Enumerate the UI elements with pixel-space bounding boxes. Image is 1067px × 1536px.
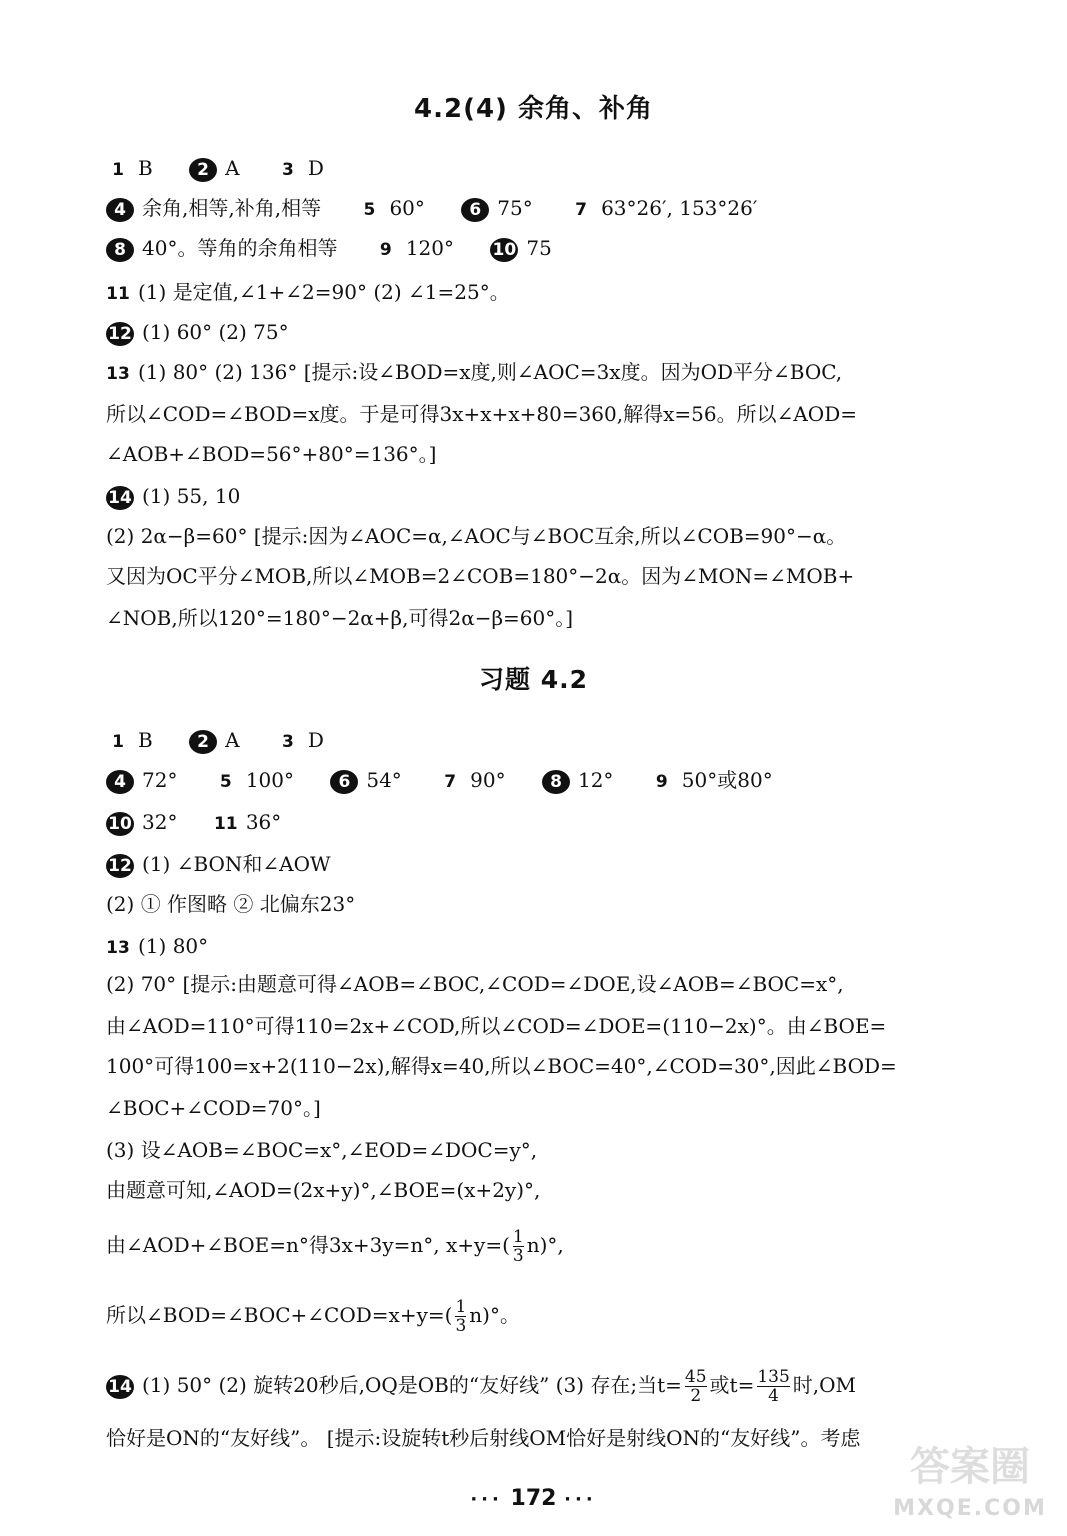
- section-title-exercise-4-2: 习题 4.2: [479, 665, 588, 694]
- frac-numerator: 1: [455, 1297, 467, 1317]
- decor-dots: ···: [564, 1489, 597, 1510]
- q-number: 13: [106, 937, 130, 958]
- ex-answers-row-10-11: [106, 808, 1027, 836]
- q-number: 8: [106, 238, 134, 262]
- answer: 54°: [366, 768, 402, 792]
- answer: 时,OM: [792, 1373, 857, 1397]
- q-number: 7: [575, 199, 587, 220]
- answer: (1) 60° (2) 75°: [142, 320, 289, 344]
- frac-numerator: 1: [512, 1227, 524, 1247]
- frac-variable: n: [469, 1303, 483, 1327]
- q-number: 2: [189, 730, 217, 754]
- answer-14-line2: (2) 2α−β=60° [提示:因为∠AOC=α,∠AOC与∠BOC互余,所以∠COB=90°−α。: [106, 524, 847, 548]
- ex-answer-13-line4: 100°可得100=x+2(110−2x),解得x=40,所以∠BOC=40°,∠COD=30°,因此∠BOD=: [106, 1054, 897, 1078]
- answers-row-1-3: [106, 154, 1027, 182]
- page-number: 172: [510, 1486, 557, 1511]
- q-number: 7: [444, 771, 457, 792]
- watermark-url: MXQE.COM: [893, 1496, 1047, 1521]
- ex-answer-13-line8: [106, 1228, 1027, 1265]
- answer-13: [106, 358, 1027, 386]
- q-number: 9: [655, 771, 668, 792]
- ex-answers-row-4-9: [106, 766, 1027, 794]
- text: 所以∠BOD=∠BOC+∠COD=x+y=(: [106, 1303, 453, 1327]
- q-number: 14: [106, 486, 134, 510]
- q-number: 10: [490, 238, 518, 262]
- ex-answer-13-line7: 由题意可知,∠AOD=(2x+y)°,∠BOE=(x+2y)°,: [106, 1178, 541, 1202]
- answer-11: [106, 278, 1027, 306]
- answer: (1) 80°: [138, 934, 209, 958]
- q-number: 14: [106, 1375, 134, 1399]
- answer: 63°26′, 153°26′: [601, 196, 758, 220]
- answer: 100°: [245, 768, 294, 792]
- answer: 120°: [405, 236, 454, 260]
- watermark-text: 答案圈: [910, 1444, 1030, 1490]
- answer-13-line2: 所以∠COD=∠BOD=x度。于是可得3x+x+x+80=360,解得x=56。所以∠AOD=: [106, 402, 857, 426]
- answer: A: [225, 728, 240, 752]
- answer-12: [106, 318, 1027, 346]
- answer: (1) 80° (2) 136° [提示:设∠BOD=x度,则∠AOC=3x度。因为OD平分∠BOC,: [138, 360, 843, 384]
- q-number: 13: [106, 363, 130, 384]
- answer: 36°: [245, 810, 282, 834]
- q-number: 6: [461, 198, 489, 222]
- answer: D: [307, 156, 324, 180]
- q-number: 12: [106, 322, 134, 346]
- answer: 40°。等角的余角相等: [142, 236, 338, 260]
- q-number: 3: [281, 159, 294, 180]
- answer: 72°: [142, 768, 178, 792]
- fraction-45-2: [685, 1368, 707, 1405]
- frac-denominator: 3: [512, 1246, 524, 1266]
- answer: 或t=: [709, 1373, 755, 1397]
- ex-answer-13-line9: [106, 1298, 1027, 1335]
- answer: (1) 55, 10: [142, 484, 241, 508]
- q-number: 8: [542, 770, 570, 794]
- q-number: 5: [363, 199, 376, 220]
- text: )°。: [482, 1303, 520, 1327]
- ex-answer-14-line2: 恰好是ON的“友好线”。 [提示:设旋转t秒后射线OM恰好是射线ON的“友好线”。考虑: [106, 1426, 861, 1450]
- ex-answer-13-line5: ∠BOC+∠COD=70°。]: [106, 1096, 321, 1120]
- answer: 12°: [577, 768, 614, 792]
- ex-answer-13-line3: 由∠AOD=110°可得110=2x+∠COD,所以∠COD=∠DOE=(110−2x)°。由∠BOE=: [106, 1014, 887, 1038]
- answer-14-line3: 又因为OC平分∠MOB,所以∠MOB=2∠COB=180°−2α。因为∠MON=∠MOB+: [106, 564, 855, 588]
- frac-numerator: 45: [684, 1367, 707, 1387]
- frac-numerator: 135: [757, 1367, 790, 1387]
- answer: (1) ∠BON和∠AOW: [142, 852, 331, 876]
- answer: (1) 50° (2) 旋转20秒后,OQ是OB的“友好线” (3) 存在;当t=: [142, 1373, 682, 1397]
- answer: 32°: [142, 810, 178, 834]
- frac-denominator: 4: [757, 1386, 789, 1405]
- q-number: 4: [106, 198, 134, 222]
- fraction-one-third: [455, 1298, 466, 1335]
- q-number: 9: [379, 239, 392, 260]
- frac-variable: n: [526, 1233, 540, 1257]
- q-number: 4: [106, 770, 134, 794]
- fraction-one-third: [513, 1228, 524, 1265]
- answer-14: [106, 482, 1027, 510]
- q-number: 5: [219, 771, 232, 792]
- answer: B: [138, 156, 153, 180]
- q-number: 11: [213, 813, 238, 834]
- answer: 50°或80°: [681, 768, 773, 792]
- q-number: 1: [112, 731, 124, 752]
- answer: 75°: [497, 196, 533, 220]
- q-number: 2: [189, 158, 217, 182]
- q-number: 11: [106, 283, 130, 304]
- q-number: 1: [112, 159, 124, 180]
- frac-denominator: 2: [685, 1386, 707, 1405]
- q-number: 6: [330, 770, 358, 794]
- ex-answer-13-line2: (2) 70° [提示:由题意可得∠AOB=∠BOC,∠COD=∠DOE,设∠AOB=∠BOC=x°,: [106, 972, 844, 996]
- q-number: 10: [106, 812, 134, 836]
- ex-answer-12: [106, 850, 1027, 878]
- ex-answer-13: [106, 932, 1027, 960]
- ex-answer-13-line6: (3) 设∠AOB=∠BOC=x°,∠EOD=∠DOC=y°,: [106, 1138, 538, 1162]
- answer: A: [225, 156, 240, 180]
- answer-14-line4: ∠NOB,所以120°=180°−2α+β,可得2α−β=60°。]: [106, 606, 574, 630]
- answer: 75: [526, 236, 552, 260]
- answer: 余角,相等,补角,相等: [142, 196, 322, 220]
- answer: B: [138, 728, 153, 752]
- text: )°,: [539, 1233, 564, 1257]
- answer: 60°: [389, 196, 425, 220]
- answers-row-8-10: [106, 234, 1027, 262]
- q-number: 3: [281, 731, 294, 752]
- frac-denominator: 3: [455, 1316, 467, 1336]
- ex-answer-12-line2: (2) ① 作图略 ② 北偏东23°: [106, 892, 356, 916]
- answer: (1) 是定值,∠1+∠2=90° (2) ∠1=25°。: [138, 280, 510, 304]
- q-number: 12: [106, 854, 134, 878]
- fraction-135-4: [757, 1368, 789, 1405]
- answers-row-4-7: [106, 194, 1027, 222]
- answer: D: [307, 728, 324, 752]
- watermark-logo: [880, 1440, 1060, 1530]
- text: 由∠AOD+∠BOE=n°得3x+3y=n°, x+y=(: [106, 1233, 510, 1257]
- answer-13-line3: ∠AOB+∠BOD=56°+80°=136°。]: [106, 442, 437, 466]
- section-title-4-2-4: 4.2(4) 余角、补角: [414, 94, 653, 124]
- ex-answers-row-1-3: [106, 726, 1027, 754]
- ex-answer-14: [106, 1368, 1027, 1405]
- answer: 90°: [470, 768, 506, 792]
- decor-dots: ···: [470, 1489, 503, 1510]
